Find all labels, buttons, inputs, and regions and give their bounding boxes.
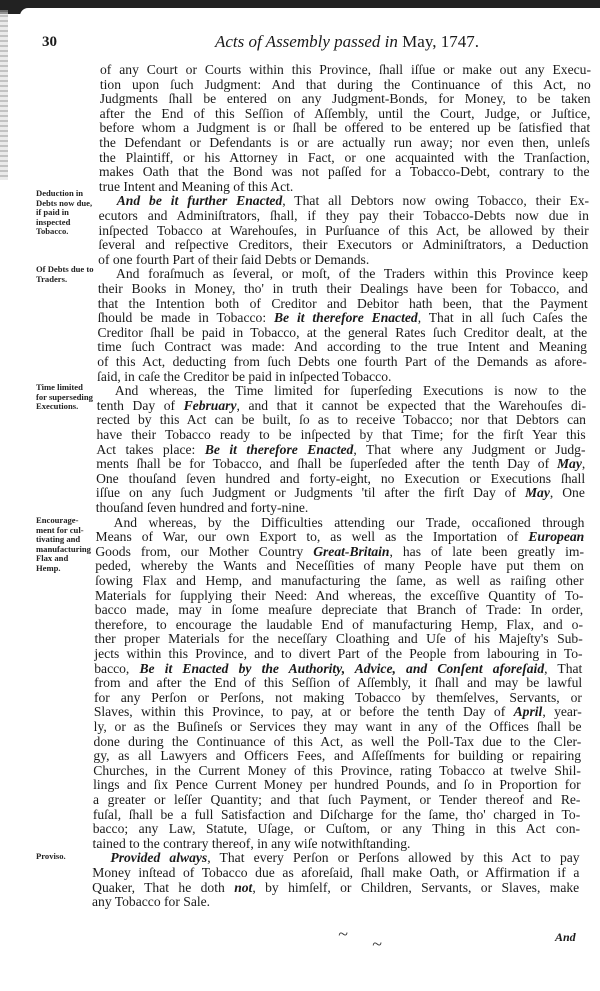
text-line: inſpected Tobacco at Warehouſes, in Purſuance of this Act, be allowed by their xyxy=(98,222,589,238)
text-line: ſaid, in caſe the Creditor be paid in inſpected Tobacco. xyxy=(97,368,392,384)
text-line: thouſand ſeven hundred and forty-nine. xyxy=(95,500,309,515)
scan-binding-edge xyxy=(0,10,8,180)
margin-note: Encouragement for cultivating and manufacturing Flax and Hemp. xyxy=(36,515,91,573)
text-line: from and after the End of this Seſſion of Aſſembly, it ſhall and may be lawful xyxy=(94,675,583,691)
text-line: for any Perſon or Perſons, not making Tobacco by themſelves, Servants, or xyxy=(93,689,582,705)
scan-edge xyxy=(0,0,600,14)
text-line: ecutors and Adminiſtrators, ſhall, if they pay their Tobacco-Debts now due in xyxy=(98,208,589,223)
text-line: therefore, to encourage the laudable End of manufacturing Hemp, Flax, and o- xyxy=(94,616,583,632)
page-number: 30 xyxy=(42,34,57,50)
text-line: ſeveral and reſpective Creditors, their Executors or Adminiſtrators, a Deduction xyxy=(98,237,589,253)
text-line: iſſue on any ſuch Judgment or Judgments 'til after the firſt Day of May, One xyxy=(95,485,585,501)
text-line: Act takes place: Be it therefore Enacted, That where any Judgment or Judg- xyxy=(96,441,586,457)
text-line: ſowing Flax and Hemp, and manufacturing the ſame, as well as raiſing other xyxy=(95,573,584,588)
running-title xyxy=(215,32,479,52)
text-line: that the Intention both of Creditor and Debitor hath been, that the Payment xyxy=(97,295,588,311)
text-line: bacco; any Law, Statute, Uſage, or Cuſtom, or any Thing in this Act con- xyxy=(92,821,581,837)
running-title-date: May, 1747. xyxy=(402,32,479,51)
text-line: ſhould be made in Tobacco: Be it therefore Enacted, That in all ſuch Caſes the xyxy=(97,310,588,326)
text-line: after the End of this Seſſion of Aſſembly, until the Court, Judge, or Juſtice, xyxy=(99,105,591,121)
text-line: a greater or leſſer Quantity; and that ſuch Payment, or Tender thereof and Re- xyxy=(92,792,581,807)
text-line: have their Tobacco ready to be inſpected by that Time; for the firſt Year this xyxy=(96,427,586,442)
text-line: jects within this Province, and to divert Part of the People from labouring in To- xyxy=(94,646,583,661)
margin-note: Of Debts due to Traders. xyxy=(36,264,94,284)
text-line: the Plaintiff, or his Attorney in Fact, or one acquainted with the Tranſaction, xyxy=(99,149,590,165)
printer-ornament: ~ xyxy=(372,934,382,954)
text-line: tion upon ſuch Judgment: And that during the Continuance of this Act, no xyxy=(99,76,591,92)
catchword: And xyxy=(555,930,576,944)
margin-note: Deduction in Debts now due, if paid in inspected Tobacco. xyxy=(36,188,93,236)
text-line: lings and ſix Pence Current Money per hundred Pounds, and ſo in Proportion for xyxy=(93,777,581,793)
text-line: gy, as all Lawyers and Officers Fees, and Aſſeſſments for building or repairing xyxy=(93,748,582,764)
text-line: peded, whereby the Wants and Neceſſities of many People have put them on xyxy=(95,558,584,574)
text-line: time ſuch Contract was made: And according to the true Intent and Meaning xyxy=(97,339,587,355)
text-line: Means of War, our own Export to, as well as the Importation of European xyxy=(95,529,585,545)
text-line: of one fourth Part of their ſaid Debts or Demands. xyxy=(98,251,370,267)
text-line: Quaker, That he doth not, by himſelf, or Children, Servants, or Slaves, make xyxy=(92,879,580,895)
text-line: Materials for ſupplying their Need: And whereas, the exceſſive Quantity of To- xyxy=(94,587,584,603)
text-line: done during the Continuance of this Act, as well the Poll-Tax due to the Cler- xyxy=(93,733,582,749)
text-line: bacco, Be it Enacted by the Authority, Advice, and Conſent aforeſaid, That xyxy=(94,660,583,676)
text-line: One thouſand ſeven hundred and forty-eight, no Execution or Executions ſhall xyxy=(96,470,586,486)
text-line: Money inſtead of Tobacco due as aforeſaid, ſhall make Oath, or Affirmation if a xyxy=(92,865,580,880)
running-title-italic: Acts of Assembly passed in xyxy=(215,32,403,51)
text-line: ments ſhall be for Tobacco, and ſhall be ſuperſeded after the tenth Day of May, xyxy=(96,456,586,472)
text-line: fuſal, ſhall be a full Satisfaction and Diſcharge for the ſame, tho' charged in To- xyxy=(92,806,581,822)
text-line: of any Court or Courts within this Province, ſhall iſſue or make out any Execu- xyxy=(100,62,591,77)
margin-note: Time limited for superseding Executions. xyxy=(36,382,93,411)
text-line: rected by this Act can be built, ſo as to receive Tobacco; nor that Debtors can xyxy=(96,412,586,428)
printer-ornament: ~ xyxy=(338,924,348,944)
text-line: Judgments ſhall be entered on any Judgment-Bonds, for Money, to be taken xyxy=(99,91,591,107)
text-line: ther proper Materials for the neceſſary Cloathing and Uſe of his Majeſty's Sub- xyxy=(94,631,583,647)
text-line: And whereas, the Time limited for ſuperſeding Executions is now to the xyxy=(114,383,587,399)
text-line: Goods from, our Mother Country Great-Britain, has of late been greatly im- xyxy=(95,543,585,559)
text-line: their Books in Money, tho' in truth their Dealings have been for Tobacco, and xyxy=(97,281,588,296)
margin-note: Proviso. xyxy=(36,851,66,861)
text-line: ly, or as the Buſineſs or Services they may want in any of the Offices ſhall be xyxy=(93,719,582,734)
text-line: any Tobacco for Sale. xyxy=(92,894,211,910)
text-line: And whereas, by the Difficulties attending our Trade, occaſioned through xyxy=(113,514,585,530)
text-line: tained to the contrary thereof, in any wiſe notwithſtanding. xyxy=(92,835,411,851)
text-line: makes Oath that the Bond was not paſſed for a Tobacco-Debt, contrary to the xyxy=(99,164,590,180)
text-line: Provided always, That every Perſon or Perſons allowed by this Act to pay xyxy=(110,850,580,866)
text-line: tenth Day of February, and that it cannot be expected that the Warehouſes di- xyxy=(96,397,587,413)
text-line: true Intent and Meaning of this Act. xyxy=(98,178,294,194)
text-line: And foraſmuch as ſeveral, or moſt, of the Traders within this Province keep xyxy=(116,266,589,282)
text-line: Creditor ſhall be paid in Tobacco, at the general Rates ſuch Creditor dealt, at the xyxy=(97,324,588,340)
text-line: the Defendant or Defendants is or are actually run away; nor even then, unleſs xyxy=(99,135,590,150)
text-line: Churches, in the Current Money of this Province, rating Tobacco at twelve Shil- xyxy=(93,762,581,778)
text-line: of this Act, deducting from ſuch Debts one fourth Part of the Demands as afore- xyxy=(97,354,587,369)
text-line: before whom a Judgment is or ſhall be offered to be entered up be ſatisfied that xyxy=(99,120,591,136)
text-line: Slaves, within this Province, to pay, at or before the tenth Day of April, year- xyxy=(93,704,582,720)
text-line: bacco made, may in ſome meaſure depreciate that Branch of Trade: In order, xyxy=(94,602,584,618)
text-line: And be it further Enacted, That all Debtors now owing Tobacco, their Ex- xyxy=(116,193,590,209)
